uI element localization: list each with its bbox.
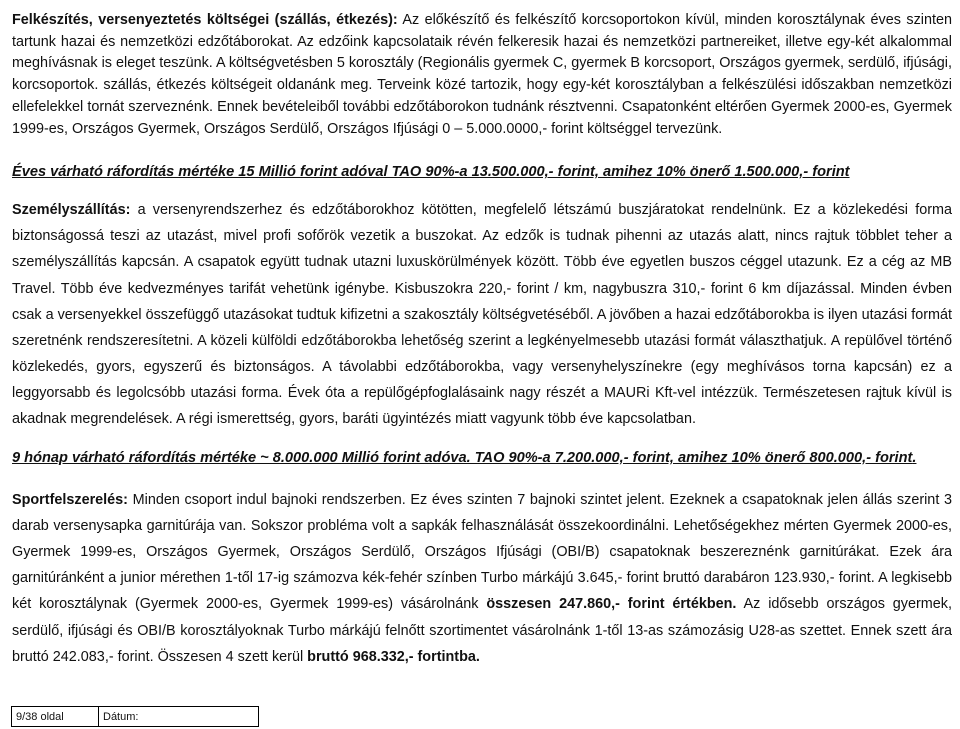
summary-transport-text: 9 hónap várható ráfordítás mértéke ~ 8.000.000 Millió forint adóva. TAO 90%-a 7.200.000,- forint, amihez 10% önerő 800.000,- forint [12,450,913,467]
summary-transport-cost [12,448,952,468]
section-heading-sports-equipment: Sportfelszerelés: [12,492,128,509]
page-number: 9/38 oldal [11,706,99,727]
section-passenger-transport [12,197,952,432]
section-body-passenger-transport: a versenyrendszerhez és edzőtáborokhoz kötötten, megfelelő létszámú buszjáratokat rendelnünk. Ez a közlekedési forma biztonságossá teszi az utazást, mivel profi sofőrök vezetik a buszokat. Az edzők is tudnak pihenni az utazás alatt, nincs rajtuk többlet teher a személyszállítás kapcsán. A csapatok együtt tudnak utazni luxuskörülmények között. Több éve egyetlen buszos céggel utazunk. Ez a cég az MB Travel. Több éve kedvezményes tarifát vehetünk igénybe. Kisbuszokra 220,- forint / km, nagybuszra 310,- forint 6 km díjazással. Minden évben csak a versenyekkel összefüggő utazásokat tudtuk kifizetni a szakosztály költségvetéséből. A jövőben a hazai edzőtáborokba is ilyen utazási formát szeretnénk rendszeresítetni. A közeli külföldi edzőtáborokba lehetőség szerint a legkényelmesebb utazási formát választhatjuk. A repülővel történő közlekedés, gyors, egyszerű és biztonságos. A távolabbi edzőtáborokba, vagy versenyhelyszínekre (egy meghívásos torna kapcsán) ez a leggyorsabb és legolcsóbb utazási forma. Évek óta a repülőgépfoglalásaink nagy részét a MAURi Kft-vel intézzük. Természetesen rajtuk kívül is akadnak megrendelések. A régi ismerettség, gyors, baráti ügyintézés miatt vagyunk több éve kapcsolatban. [12,202,952,427]
section-heading-passenger-transport: Személyszállítás: [12,202,131,219]
section-body-training-costs: Az előkészítő és felkészítő korcsoportokon kívül, minden korosztálynak éves szinten tartunk hazai és nemzetközi edzőtáborokat. Az edzőink kapcsolataik révén felkeresik hazai és nemzetközi partnereiket, illetve egy-két alkalommal meghívásnak is eleget teszünk. A költségvetésben 5 korosztály (Regionális gyermek C, gyermek B korcsoport, Országos gyermek, serdülő, ifjúsági, korcsoportok. szállás, étkezés költségeit oldanánk meg. Terveink közé tartozik, hogy egy-két korosztályban a felkészülési időszakban nemzetközi ellefelekkel tornát szerveznénk. Ennek bevételeiből további edzőtáborokon tudnánk résztvenni. Csapatonként eltérően Gyermek 2000-es, Gyermek 1999-es, Országos Gyermek, Országos Serdülő, Országos Ifjúsági 0 – 5.000.0000,- forint költséggel tervezünk. [12,12,952,137]
date-label: Dátum: [99,706,259,727]
total-youngest-groups: összesen 247.860,- forint értékben. [486,596,737,613]
summary-transport-end: . [912,450,917,467]
section-body-sports-equipment-2: Az idősebb országos gyermek, serdülő, ifjúsági és OBI/B korosztályoknak Turbo márkájú felnőtt szortimentet vásárolnánk 1-től 13-as számozásig U28-as szettet. Ennek szett ára bruttó 242.083,- forint. Összesen 4 szett kerül [12,596,952,665]
total-older-groups: bruttó 968.332,- fortintba. [307,648,480,665]
summary-annual-cost: Éves várható ráfordítás mértéke 15 Millió forint adóval TAO 90%-a 13.500.000,- forint, amihez 10% önerő 1.500.000,- forint [12,164,850,181]
section-body-sports-equipment-1: Minden csoport indul bajnoki rendszerben. Ez éves szinten 7 bajnoki szintet jelent. Ezeknek a csapatoknak jelen állás szerint 3 darab versenysapka garnitúrája van. Sokszor probléma volt a sapkák felhasználását összekoordinálni. Lehetőségekhez mérten Gyermek 2000-es, Gyermek 1999-es, Országos Gyermek, Országos Serdülő, Országos Ifjúsági (OBI/B) csapatoknak beszereznénk garnitúrákat. Ezek ára garnitúránként a junior mérethen 1-től 17-ig számozva kék-fehér színben Turbo márkájú 3.645,- forint bruttó darabáron 123.930,- forint. A legkisebb két korosztálynak (Gyermek 2000-es, Gyermek 1999-es) vásárolnánk [12,492,952,613]
page-footer [11,706,259,727]
section-sports-equipment [12,487,952,670]
section-training-costs [12,10,952,140]
document-page [12,10,952,670]
section-heading-training-costs: Felkészítés, versenyeztetés költségei (szállás, étkezés): [12,12,398,28]
